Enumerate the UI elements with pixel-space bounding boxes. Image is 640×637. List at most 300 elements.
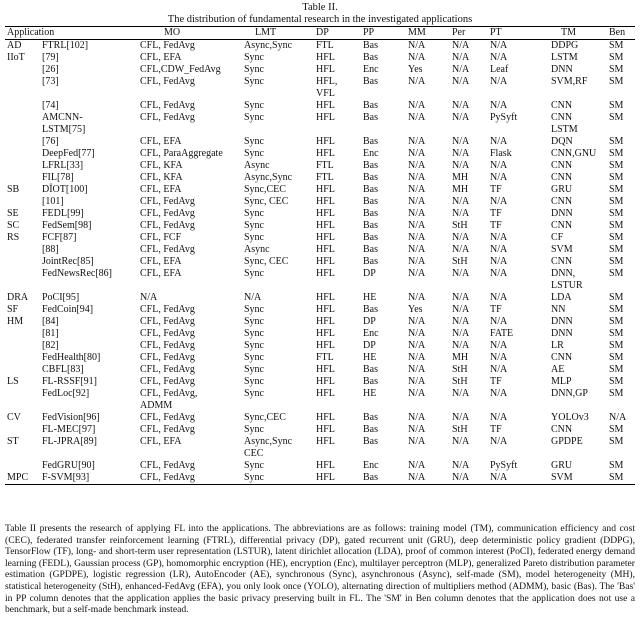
cell-mm: N/A bbox=[408, 328, 426, 339]
cell-mm: Yes bbox=[408, 304, 423, 315]
cell-lmt: Sync bbox=[242, 472, 314, 485]
cell-app bbox=[5, 148, 40, 160]
cell-pp: Enc bbox=[363, 148, 379, 159]
cell-app: IIoT bbox=[7, 52, 25, 63]
cell-app bbox=[5, 352, 40, 364]
cell-ben: SM bbox=[609, 136, 624, 147]
cell-app bbox=[5, 64, 40, 76]
cell-mm: N/A bbox=[408, 268, 426, 279]
cell-tm: DDPG bbox=[551, 40, 579, 51]
cell-dp: HFL bbox=[316, 436, 335, 447]
cell-ben: SM bbox=[609, 112, 624, 123]
cell-tm: NN bbox=[551, 304, 566, 315]
cell-mo: CFL, EFA bbox=[140, 136, 182, 147]
cell-pp bbox=[361, 280, 406, 292]
cell-lmt: Sync bbox=[244, 232, 264, 243]
cell-pt: N/A bbox=[490, 388, 508, 399]
cell-mm: N/A bbox=[408, 364, 426, 375]
cell-ref: [79] bbox=[42, 52, 59, 63]
cell-mm: N/A bbox=[408, 148, 426, 159]
cell-app: CV bbox=[7, 412, 21, 423]
cell-dp: HFL bbox=[316, 304, 335, 315]
table-note: Table II presents the research of applying FL into the applications. The abbreviations are as follows: training model (TM), communication efficiency and cost (CEC), federated transfer reinforcement learning (FTRL), differential privacy (DP), gated recurrent unit (GRU), deep deterministic policy gradient (DDPG), TensorFlow (TF), long- and short-term user representation (LSTUR), latent dirichlet allocation (LDA), proof of common interest (PoCI), federated energy demand learning (FEDL), Gaussian process (GP), homomorphic encryption (HE), encryption (Enc), multilayer perceptron (MLP), generalized Pareto distribution parameter estimation (GPDPE), logistic regression (LR), AutoEncoder (AE), synchronous (Sync), asynchronous (Async), self-made (SM), model heterogeneity (MH), statistical heterogeneity (StH), enhanced-FedAvg (EFA), you only look once (YOLO), alternating direction of multipliers method (ADMM), basic (Bas). The 'Bas' in PP column denotes that the application applies the basic privacy preserving built in FL. The 'SM' in Ben column denotes that the application does not use a benchmark, but a self-made benchmark instead. bbox=[5, 523, 635, 616]
cell-app bbox=[5, 244, 40, 256]
cell-pt: N/A bbox=[490, 136, 508, 147]
cell-per: StH bbox=[452, 220, 468, 231]
cell-tm bbox=[549, 400, 607, 412]
cell-ben: SM bbox=[609, 460, 624, 471]
cell-pt: N/A bbox=[490, 436, 508, 447]
cell-per: N/A bbox=[452, 460, 470, 471]
cell-tm: CNN bbox=[551, 220, 573, 231]
cell-per: N/A bbox=[452, 136, 470, 147]
header-pp: PP bbox=[361, 27, 406, 40]
header-application: Application bbox=[7, 27, 55, 38]
cell-dp: HFL bbox=[316, 388, 335, 399]
cell-ben: SM bbox=[609, 340, 624, 351]
cell-lmt bbox=[242, 280, 314, 292]
cell-tm: AE bbox=[551, 364, 565, 375]
cell-dp: HFL bbox=[316, 424, 335, 435]
cell-ben: SM bbox=[609, 220, 624, 231]
cell-pp: Bas bbox=[363, 256, 378, 267]
table-row bbox=[5, 364, 635, 376]
cell-pp bbox=[361, 88, 406, 100]
cell-lmt: Sync bbox=[244, 100, 264, 111]
cell-ref: [73] bbox=[42, 76, 59, 87]
cell-ben: N/A bbox=[609, 412, 627, 423]
cell-ben: SM bbox=[609, 184, 624, 195]
cell-lmt: Sync bbox=[244, 52, 264, 63]
cell-app bbox=[5, 256, 40, 268]
cell-tm: LSTM bbox=[551, 52, 578, 63]
cell-mm: N/A bbox=[408, 184, 426, 195]
cell-dp bbox=[314, 124, 361, 136]
cell-pp: Enc bbox=[363, 64, 379, 75]
cell-ben: SM bbox=[609, 352, 624, 363]
cell-dp: HFL bbox=[316, 244, 335, 255]
cell-per: N/A bbox=[452, 268, 470, 279]
cell-mm: N/A bbox=[408, 436, 426, 447]
cell-app bbox=[5, 88, 40, 100]
cell-app: DRA bbox=[7, 292, 29, 303]
cell-pt: N/A bbox=[490, 52, 508, 63]
cell-lmt: Sync bbox=[244, 376, 264, 387]
cell-ben: SM bbox=[609, 256, 624, 267]
cell-mo: CFL, FedAvg bbox=[140, 100, 195, 111]
cell-mm: N/A bbox=[408, 352, 426, 363]
cell-pp: Bas bbox=[363, 436, 378, 447]
cell-ref: FCF[87] bbox=[42, 232, 77, 243]
cell-mo: CFL, FedAvg bbox=[140, 220, 195, 231]
cell-lmt: Sync bbox=[244, 340, 264, 351]
cell-ben: SM bbox=[609, 100, 624, 111]
cell-ref: F-SVM[93] bbox=[40, 472, 138, 485]
cell-dp bbox=[314, 280, 361, 292]
cell-per: N/A bbox=[452, 196, 470, 207]
cell-lmt: Sync bbox=[244, 304, 264, 315]
cell-pp: Bas bbox=[363, 184, 378, 195]
cell-dp: HFL bbox=[316, 364, 335, 375]
cell-mm: N/A bbox=[408, 76, 426, 87]
cell-tm: DNN bbox=[551, 316, 573, 327]
table-row bbox=[5, 400, 635, 412]
cell-tm: DQN bbox=[551, 136, 573, 147]
cell-lmt bbox=[242, 88, 314, 100]
cell-mo: CFL, EFA bbox=[140, 436, 182, 447]
cell-ben: SM bbox=[609, 268, 624, 279]
cell-ben: SM bbox=[609, 64, 624, 75]
cell-ben: SM bbox=[609, 244, 624, 255]
cell-ben: SM bbox=[609, 388, 624, 399]
cell-lmt: Sync bbox=[244, 112, 264, 123]
cell-per: N/A bbox=[452, 148, 470, 159]
cell-per: N/A bbox=[452, 112, 470, 123]
table-row bbox=[5, 304, 635, 316]
cell-ref: FL-MEC[97] bbox=[42, 424, 96, 435]
cell-tm: DNN bbox=[551, 328, 573, 339]
cell-lmt: Async,Sync bbox=[244, 172, 293, 183]
cell-per: MH bbox=[452, 352, 469, 363]
table-row bbox=[5, 160, 635, 172]
cell-dp: HFL bbox=[316, 184, 335, 195]
cell-mm: N/A bbox=[408, 196, 426, 207]
cell-app: RS bbox=[7, 232, 20, 243]
cell-pt: TF bbox=[490, 424, 502, 435]
cell-mm: N/A bbox=[408, 424, 426, 435]
cell-mm: N/A bbox=[408, 376, 426, 387]
header-dp: DP bbox=[314, 27, 361, 40]
cell-mm: N/A bbox=[408, 340, 426, 351]
cell-per: N/A bbox=[452, 340, 470, 351]
cell-tm: MLP bbox=[551, 376, 572, 387]
cell-per: N/A bbox=[452, 52, 470, 63]
cell-dp: HFL bbox=[316, 292, 335, 303]
cell-mm: N/A bbox=[406, 472, 450, 485]
cell-mo: CFL, EFA bbox=[140, 52, 182, 63]
cell-pt: N/A bbox=[490, 160, 508, 171]
cell-ref: FedSem[98] bbox=[42, 220, 92, 231]
cell-mm: N/A bbox=[408, 52, 426, 63]
header-mo: MO bbox=[138, 27, 242, 40]
cell-mo: CFL, ParaAggregate bbox=[140, 148, 223, 159]
table-body bbox=[5, 40, 635, 485]
table-row bbox=[5, 460, 635, 472]
cell-app: LS bbox=[7, 376, 19, 387]
table-row bbox=[5, 376, 635, 388]
cell-ref: AMCNN- bbox=[42, 112, 83, 123]
cell-app bbox=[5, 400, 40, 412]
cell-per bbox=[450, 280, 488, 292]
cell-ref: JointRec[85] bbox=[42, 256, 94, 267]
cell-lmt: Async bbox=[244, 244, 270, 255]
cell-pt: Flask bbox=[490, 148, 512, 159]
table-title: The distribution of fundamental research in the investigated applications bbox=[167, 14, 473, 25]
cell-pp: Bas bbox=[363, 52, 378, 63]
cell-per: N/A bbox=[452, 160, 470, 171]
cell-mo: CFL, FedAvg bbox=[140, 316, 195, 327]
cell-pp: Bas bbox=[363, 220, 378, 231]
cell-ben bbox=[607, 280, 635, 292]
cell-pp: Bas bbox=[363, 100, 378, 111]
cell-mm: N/A bbox=[408, 232, 426, 243]
cell-per bbox=[450, 124, 488, 136]
table-row bbox=[5, 184, 635, 196]
cell-per: StH bbox=[452, 424, 468, 435]
cell-dp: FTL bbox=[316, 352, 334, 363]
cell-mo: CFL, FedAvg bbox=[140, 40, 195, 51]
cell-pt: N/A bbox=[490, 412, 508, 423]
table-row bbox=[5, 448, 635, 460]
cell-pp: Bas bbox=[363, 112, 378, 123]
cell-app: SF bbox=[7, 304, 19, 315]
cell-pp: Bas bbox=[363, 76, 378, 87]
cell-ben bbox=[607, 400, 635, 412]
cell-per: StH bbox=[452, 364, 468, 375]
cell-tm: DNN, bbox=[551, 268, 576, 279]
cell-ben: SM bbox=[609, 292, 624, 303]
cell-lmt: Sync bbox=[244, 136, 264, 147]
header-pt: PT bbox=[488, 27, 549, 40]
cell-pt: N/A bbox=[490, 40, 508, 51]
cell-app bbox=[5, 328, 40, 340]
cell-pt: N/A bbox=[490, 352, 508, 363]
cell-tm: SVM,RF bbox=[551, 76, 588, 87]
cell-app bbox=[5, 268, 40, 280]
cell-ben: SM bbox=[609, 52, 624, 63]
cell-per: N/A bbox=[452, 304, 470, 315]
cell-tm: CNN bbox=[551, 424, 573, 435]
cell-app bbox=[5, 280, 40, 292]
cell-dp: FTL bbox=[316, 172, 334, 183]
cell-pp: DP bbox=[363, 316, 376, 327]
cell-lmt: N/A bbox=[244, 292, 262, 303]
cell-mo: CFL, EFA bbox=[140, 268, 182, 279]
table-row bbox=[5, 340, 635, 352]
cell-per: N/A bbox=[452, 388, 470, 399]
header-ben: Ben bbox=[607, 27, 635, 40]
table-row bbox=[5, 88, 635, 100]
table-row bbox=[5, 136, 635, 148]
cell-tm: DNN bbox=[551, 64, 573, 75]
cell-per: MH bbox=[452, 184, 469, 195]
cell-ref: FedNewsRec[86] bbox=[42, 268, 112, 279]
cell-ref bbox=[40, 448, 138, 460]
cell-per: N/A bbox=[452, 232, 470, 243]
header-lmt: LMT bbox=[242, 27, 314, 40]
cell-mo: CFL, FedAvg bbox=[140, 460, 195, 471]
cell-pp bbox=[361, 124, 406, 136]
cell-mo: CFL, FedAvg bbox=[140, 304, 195, 315]
cell-pp bbox=[361, 400, 406, 412]
cell-ref: FIL[78] bbox=[42, 172, 74, 183]
cell-ben: SM bbox=[609, 40, 624, 51]
cell-dp: HFL bbox=[316, 460, 335, 471]
cell-mm bbox=[406, 400, 450, 412]
cell-mm bbox=[406, 88, 450, 100]
cell-tm: DNN,GP bbox=[551, 388, 588, 399]
cell-tm: CNN bbox=[551, 352, 573, 363]
cell-ref: FL-JPRA[89] bbox=[42, 436, 98, 447]
cell-pt: N/A bbox=[488, 472, 549, 485]
cell-per: N/A bbox=[452, 208, 470, 219]
cell-mm: N/A bbox=[408, 316, 426, 327]
cell-pt bbox=[488, 280, 549, 292]
cell-ben: SM bbox=[609, 328, 624, 339]
cell-per: MH bbox=[452, 172, 469, 183]
cell-pp: Bas bbox=[363, 196, 378, 207]
cell-dp: FTL bbox=[316, 160, 334, 171]
cell-pp: Bas bbox=[363, 40, 378, 51]
cell-tm: GRU bbox=[551, 184, 573, 195]
cell-app: SB bbox=[7, 184, 20, 195]
cell-dp: HFL bbox=[314, 472, 361, 485]
cell-app: AD bbox=[7, 40, 22, 51]
cell-per: N/A bbox=[452, 412, 470, 423]
table-row bbox=[5, 268, 635, 280]
cell-pt: N/A bbox=[490, 232, 508, 243]
cell-ben: SM bbox=[609, 316, 624, 327]
cell-dp: HFL bbox=[316, 52, 335, 63]
cell-mo: CFL, KFA bbox=[140, 172, 183, 183]
table-row bbox=[5, 148, 635, 160]
cell-pt bbox=[488, 448, 549, 460]
cell-tm: GPDPE bbox=[551, 436, 583, 447]
cell-per bbox=[450, 88, 488, 100]
cell-app bbox=[5, 136, 40, 148]
cell-app bbox=[5, 172, 40, 184]
cell-ref bbox=[40, 400, 138, 412]
table-row bbox=[5, 472, 635, 485]
cell-tm bbox=[549, 448, 607, 460]
cell-pp: HE bbox=[363, 388, 377, 399]
table-row bbox=[5, 388, 635, 400]
header-tm: TM bbox=[549, 27, 607, 40]
cell-app bbox=[5, 340, 40, 352]
cell-tm: CNN,GNU bbox=[551, 148, 597, 159]
cell-app: MPC bbox=[5, 472, 40, 485]
cell-dp: HFL bbox=[316, 328, 335, 339]
cell-dp: HFL bbox=[316, 316, 335, 327]
cell-tm: DNN bbox=[551, 208, 573, 219]
table-row bbox=[5, 256, 635, 268]
cell-ben: SM bbox=[609, 436, 624, 447]
cell-ben: SM bbox=[607, 472, 635, 485]
cell-app bbox=[5, 448, 40, 460]
table-row bbox=[5, 196, 635, 208]
cell-tm: CNN bbox=[551, 112, 573, 123]
cell-pp: Bas bbox=[363, 172, 378, 183]
cell-pp: Bas bbox=[363, 160, 378, 171]
cell-ref: FedCoin[94] bbox=[42, 304, 94, 315]
table-row bbox=[5, 232, 635, 244]
cell-lmt: Sync bbox=[244, 364, 264, 375]
cell-pt: PySyft bbox=[490, 460, 518, 471]
cell-mm: N/A bbox=[408, 292, 426, 303]
cell-dp: HFL bbox=[316, 100, 335, 111]
cell-tm: LDA bbox=[551, 292, 572, 303]
cell-lmt: Sync bbox=[244, 352, 264, 363]
cell-tm: CF bbox=[551, 232, 564, 243]
cell-pt bbox=[488, 400, 549, 412]
cell-app bbox=[5, 424, 40, 436]
cell-mo: CFL, FedAvg bbox=[140, 364, 195, 375]
table-row bbox=[5, 412, 635, 424]
cell-mo: CFL, EFA bbox=[140, 184, 182, 195]
cell-mo: ADMM bbox=[140, 400, 173, 411]
table-row bbox=[5, 100, 635, 112]
cell-per: N/A bbox=[452, 328, 470, 339]
cell-mo bbox=[138, 448, 242, 460]
cell-mo: CFL, FedAvg bbox=[138, 472, 242, 485]
table-row bbox=[5, 316, 635, 328]
cell-app bbox=[5, 112, 40, 124]
cell-pt: N/A bbox=[490, 172, 508, 183]
cell-mo bbox=[138, 124, 242, 136]
cell-mo bbox=[138, 88, 242, 100]
cell-pp: Bas bbox=[363, 376, 378, 387]
cell-app bbox=[5, 364, 40, 376]
cell-pt: N/A bbox=[490, 292, 508, 303]
table-row bbox=[5, 280, 635, 292]
cell-dp: HFL bbox=[316, 412, 335, 423]
table-row bbox=[5, 424, 635, 436]
cell-pt bbox=[488, 88, 549, 100]
table-row bbox=[5, 352, 635, 364]
cell-ref: [81] bbox=[42, 328, 59, 339]
cell-dp: HFL bbox=[316, 208, 335, 219]
cell-pt: PySyft bbox=[490, 112, 518, 123]
cell-mo: CFL,CDW_FedAvg bbox=[140, 64, 221, 75]
cell-lmt: Sync bbox=[244, 208, 264, 219]
cell-lmt: Sync,CEC bbox=[244, 184, 286, 195]
cell-ref: [76] bbox=[42, 136, 59, 147]
cell-ben: SM bbox=[609, 208, 624, 219]
cell-pt: TF bbox=[490, 376, 502, 387]
cell-ben: SM bbox=[609, 76, 624, 87]
cell-pp: HE bbox=[363, 352, 377, 363]
table-row bbox=[5, 76, 635, 88]
cell-app bbox=[5, 160, 40, 172]
cell-ref bbox=[40, 88, 138, 100]
cell-pp: Bas bbox=[363, 136, 378, 147]
cell-dp: HFL bbox=[316, 376, 335, 387]
cell-lmt: Sync bbox=[244, 460, 264, 471]
cell-mo: CFL, FedAvg bbox=[140, 424, 195, 435]
cell-ref: LSTM[75] bbox=[42, 124, 86, 135]
cell-lmt bbox=[242, 400, 314, 412]
cell-ref: FedGRU[90] bbox=[42, 460, 95, 471]
table-row bbox=[5, 124, 635, 136]
cell-pp bbox=[361, 448, 406, 460]
cell-tm: YOLOv3 bbox=[551, 412, 589, 423]
cell-per bbox=[450, 448, 488, 460]
cell-lmt: Sync bbox=[244, 220, 264, 231]
cell-pt: TF bbox=[490, 220, 502, 231]
cell-mm: N/A bbox=[408, 244, 426, 255]
cell-per: N/A bbox=[452, 292, 470, 303]
cell-ref bbox=[40, 280, 138, 292]
cell-ref: FedHealth[80] bbox=[42, 352, 101, 363]
cell-ref: DeepFed[77] bbox=[42, 148, 95, 159]
cell-dp bbox=[314, 400, 361, 412]
cell-ben: SM bbox=[609, 172, 624, 183]
table-row bbox=[5, 208, 635, 220]
cell-lmt: Sync bbox=[244, 148, 264, 159]
cell-lmt: Sync bbox=[244, 388, 264, 399]
cell-ben: SM bbox=[609, 196, 624, 207]
cell-mm: N/A bbox=[408, 136, 426, 147]
